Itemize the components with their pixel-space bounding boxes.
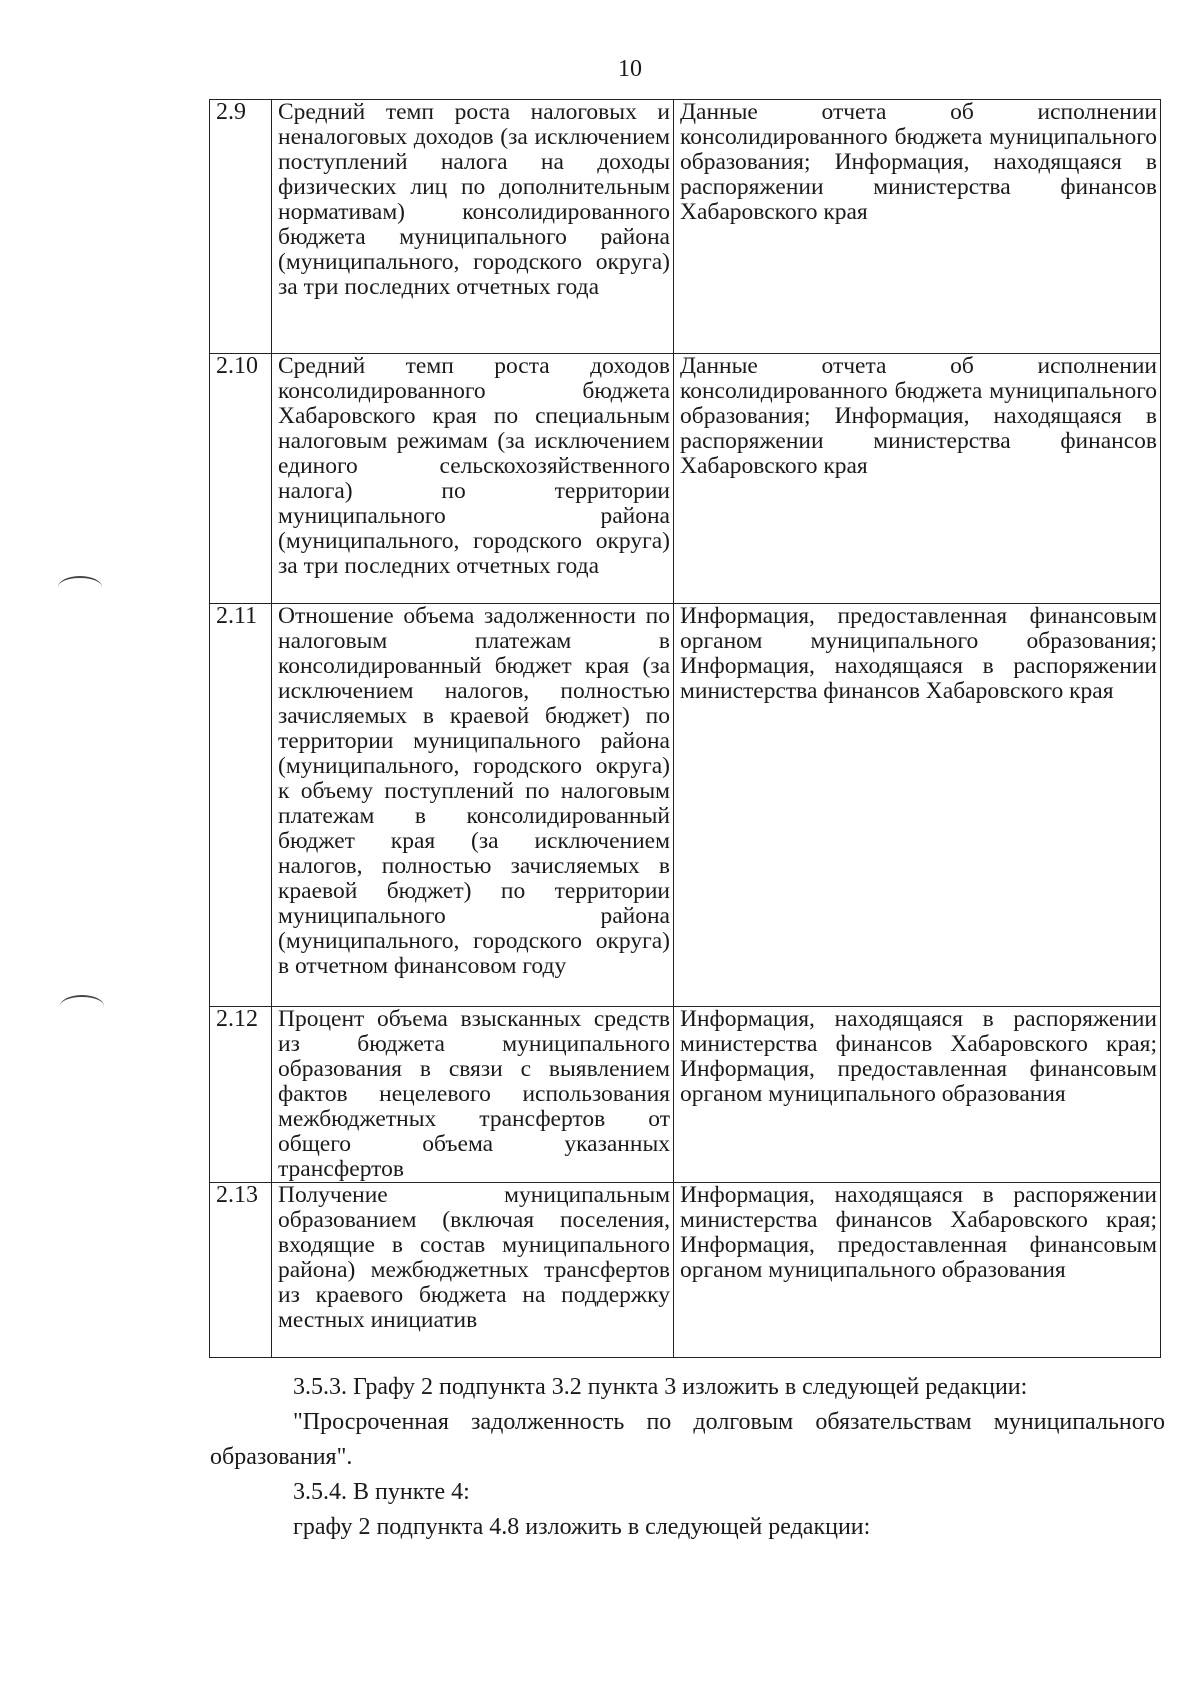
table-row [210, 354, 1161, 604]
row-number: 2.10 [210, 354, 272, 604]
indicator-name: Получение муниципальным образованием (включая поселения, входящие в состав муниципального района) межбюджетных трансфертов из краевого бюджета на поддержку местных инициатив [272, 1183, 674, 1358]
row-number: 2.9 [210, 100, 272, 354]
page-number: 10 [618, 56, 642, 82]
data-source: Данные отчета об исполнении консолидированного бюджета муниципального образования; Информация, находящаяся в распоряжении министерства финансов Хабаровского края [674, 354, 1161, 604]
indicators-table [209, 99, 1161, 1358]
table-row [210, 100, 1161, 354]
table-row [210, 1183, 1161, 1358]
data-source: Информация, находящаяся в распоряжении министерства финансов Хабаровского края; Информация, предоставленная финансовым органом муниципального образования [674, 1007, 1161, 1183]
table-body [210, 100, 1161, 1358]
indicator-name: Средний темп роста доходов консолидированного бюджета Хабаровского края по специальным налоговым режимам (за исключением единого сельскохозяйственного налога) по территории муниципального района (муниципального, городского округа) за три последних отчетных года [272, 354, 674, 604]
amendment-text [210, 1370, 1165, 1545]
data-source: Данные отчета об исполнении консолидированного бюджета муниципального образования; Информация, находящаяся в распоряжении министерства финансов Хабаровского края [674, 100, 1161, 354]
indicator-name: Процент объема взысканных средств из бюджета муниципального образования в связи с выявлением фактов нецелевого использования межбюджетных трансфертов от общего объема указанных трансфертов [272, 1007, 674, 1183]
indicator-name: Средний темп роста налоговых и неналоговых доходов (за исключением поступлений налога на доходы физических лиц по дополнительным нормативам) консолидированного бюджета муниципального района (муниципального, городского округа) за три последних отчетных года [272, 100, 674, 354]
row-number: 2.12 [210, 1007, 272, 1183]
data-source: Информация, предоставленная финансовым органом муниципального образования; Информация, находящаяся в распоряжении министерства финансов Хабаровского края [674, 604, 1161, 1007]
paragraph-3-5-4: 3.5.4. В пункте 4: [293, 1479, 470, 1505]
indicator-name: Отношение объема задолженности по налоговым платежам в консолидированный бюджет края (за исключением налогов, полностью зачисляемых в краевой бюджет) по территории муниципального района (муниципального, городского округа) к объему поступлений по налоговым платежам в консолидированный бюджет края (за исключением налогов, полностью зачисляемых в краевой бюджет) по территории муниципального района (муниципального, городского округа) в отчетном финансовом году [272, 604, 674, 1007]
paragraph-3-5-3: 3.5.3. Графу 2 подпункта 3.2 пункта 3 изложить в следующей редакции: [293, 1374, 1028, 1400]
paragraph-quote: "Просроченная задолженность по долговым обязательствам муниципального образования". [210, 1409, 1165, 1470]
scan-artifact-mark [60, 995, 104, 1017]
row-number: 2.11 [210, 604, 272, 1007]
data-source: Информация, находящаяся в распоряжении министерства финансов Хабаровского края; Информация, предоставленная финансовым органом муниципального образования [674, 1183, 1161, 1358]
table-row [210, 604, 1161, 1007]
table-row [210, 1007, 1161, 1183]
row-number: 2.13 [210, 1183, 272, 1358]
paragraph-column-4-8: графу 2 подпункта 4.8 изложить в следующей редакции: [293, 1514, 871, 1540]
scan-artifact-mark [58, 576, 102, 598]
